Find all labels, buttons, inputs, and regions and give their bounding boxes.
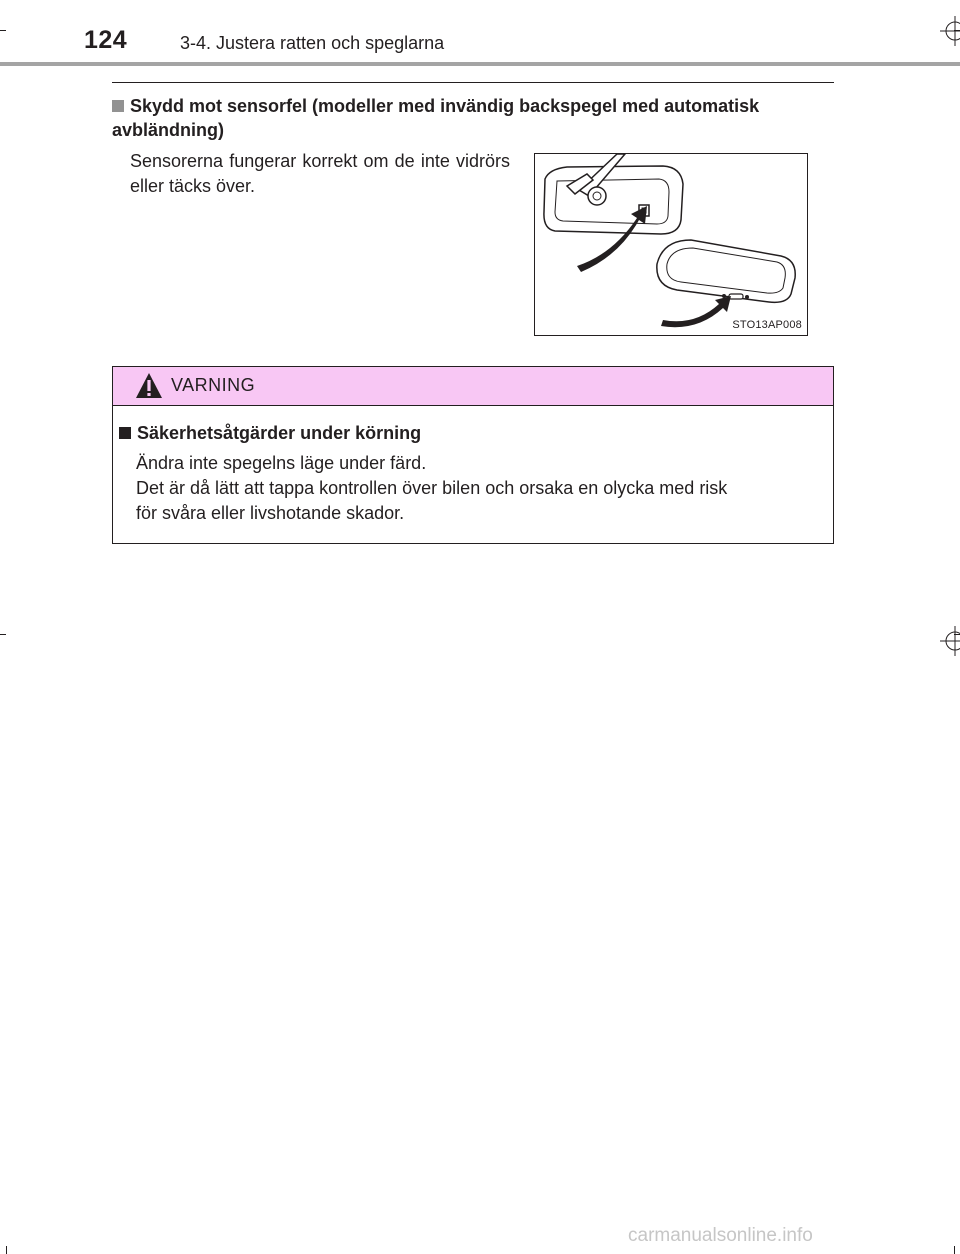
crop-mark <box>6 1246 7 1254</box>
figure-code: STO13AP008 <box>732 319 802 331</box>
warning-line: för svåra eller livshotande skador. <box>136 503 405 523</box>
warning-title: VARNING <box>171 375 256 395</box>
square-bullet-icon <box>112 100 124 112</box>
crop-mark <box>954 1246 955 1254</box>
section-heading <box>112 94 834 142</box>
page-number: 124 <box>84 26 128 54</box>
warning-line: Ändra inte spegelns läge under färd. <box>136 453 427 473</box>
section-body: Sensorerna fungerar korrekt om de inte vidrörs eller täcks över. <box>130 151 510 196</box>
section-heading-text: Skydd mot sensorfel (modeller med invändig backspegel med automatisk avbländning) <box>112 96 760 140</box>
rearview-mirror-illustration <box>535 154 807 335</box>
square-bullet-icon <box>119 427 131 439</box>
warning-text <box>136 451 822 526</box>
header-divider <box>0 62 960 66</box>
crop-mark <box>0 634 6 635</box>
watermark: carmanualsonline.info <box>628 1225 813 1246</box>
chapter-title: 3-4. Justera ratten och speglarna <box>180 33 445 53</box>
warning-item-heading-text: Säkerhetsåtgärder under körning <box>137 423 422 443</box>
mirror-figure <box>534 153 808 336</box>
warning-box <box>112 366 834 544</box>
warning-line: Det är då lätt att tappa kontrollen över bilen och orsaka en olycka med risk <box>136 478 728 498</box>
warning-header <box>113 367 833 406</box>
registration-mark-icon <box>940 626 960 656</box>
crop-mark <box>0 30 6 31</box>
registration-mark-icon <box>940 16 960 46</box>
warning-triangle-icon <box>135 372 163 399</box>
warning-item-heading <box>119 423 421 444</box>
section-divider <box>112 82 834 83</box>
